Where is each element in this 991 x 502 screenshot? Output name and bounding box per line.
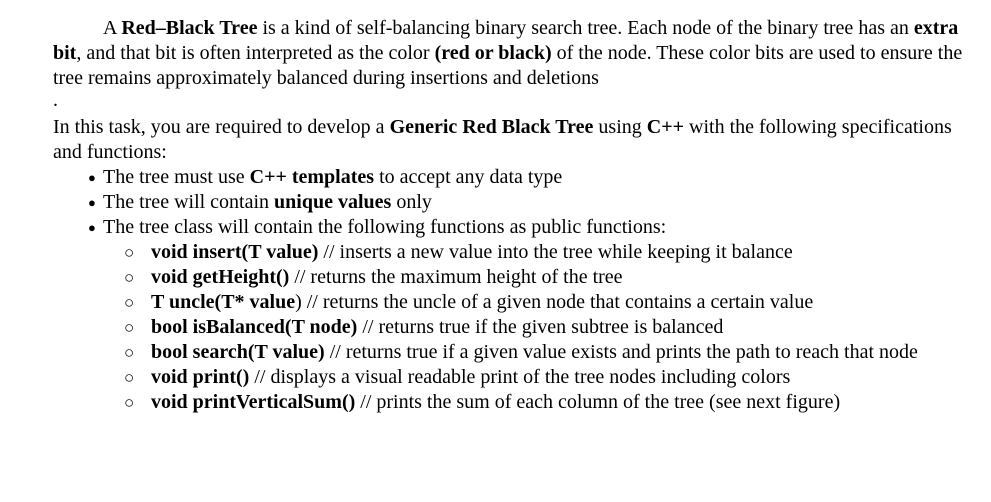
intro-text: of the node. These color bits are used to ensure the tree remains approximately balanced during insertions and deletions — [53, 42, 963, 89]
task-text: In this task, you are required to develop a — [53, 116, 390, 138]
function-description: // inserts a new value into the tree while keeping it balance — [318, 241, 793, 263]
unique-values-term: unique values — [274, 191, 392, 213]
function-description: // returns the maximum height of the tree — [289, 266, 623, 288]
function-item-uncle — [124, 290, 968, 315]
intro-text: is a kind of self-balancing binary search tree. Each node of the binary tree has an — [257, 17, 914, 39]
red-black-tree-term: Red–Black Tree — [121, 17, 258, 39]
stray-period: . — [53, 89, 58, 111]
intro-text: A — [103, 17, 122, 39]
bullet-item: ● The tree will contain unique values only — [88, 190, 968, 215]
function-signature: T uncle(T* value — [151, 291, 296, 313]
function-item-isbalanced — [124, 315, 968, 340]
function-signature: void insert(T value) — [151, 241, 319, 263]
function-description: ) // returns the uncle of a given node that contains a certain value — [295, 291, 814, 313]
intro-paragraph — [53, 16, 968, 91]
task-text: using — [593, 116, 647, 138]
function-item-print — [124, 365, 968, 390]
bullet-item: ● The tree class will contain the following functions as public functions: ○ void insert(T value) // inserts a new value into the tree while keeping it balance ○ void getHeight() // returns the maximum height of the tree ○ T uncle(T* value) // returns the uncle of a given node that contains a certain value ○ bool isBalanced(T node) // returns true if the given subtree is balanced ○ bool search(T value) // returns true if a given value exists and prints the path to reach that node ○ void print() // displays a visual readable print of the tree nodes including colors ○ void printVerticalSum() // prints the sum of each column of the tree (see next figure) — [88, 215, 968, 415]
generic-rbt-term: Generic Red Black Tree — [389, 116, 594, 138]
bullet-item: ● The tree must use C++ templates to accept any data type — [88, 165, 968, 190]
function-item-insert — [124, 240, 968, 265]
cpp-term: C++ — [646, 116, 685, 138]
spec-bullet-list — [88, 165, 968, 415]
intro-text: , and that bit is often interpreted as the color — [76, 42, 435, 64]
function-description: // prints the sum of each column of the tree (see next figure) — [355, 391, 841, 413]
red-or-black-term: (red or black) — [434, 42, 552, 64]
extra-bit-term: extra bit — [53, 17, 959, 64]
cpp-templates-term: C++ templates — [249, 166, 375, 188]
function-item-printverticalsum — [124, 390, 968, 415]
function-item-search — [124, 340, 968, 365]
function-description: // returns true if a given value exists and prints the path to reach that node — [324, 341, 918, 363]
function-signature: bool search(T value) — [151, 341, 325, 363]
function-item-getheight — [124, 265, 968, 290]
task-text: with the following specifications and functions: — [53, 116, 952, 163]
function-signature: void print() — [151, 366, 250, 388]
function-signature: bool isBalanced(T node) — [151, 316, 358, 338]
task-paragraph — [53, 115, 968, 165]
function-description: // returns true if the given subtree is balanced — [357, 316, 724, 338]
function-description: // displays a visual readable print of the tree nodes including colors — [249, 366, 791, 388]
function-signature: void printVerticalSum() — [151, 391, 356, 413]
function-signature: void getHeight() — [151, 266, 290, 288]
function-list — [124, 240, 968, 415]
